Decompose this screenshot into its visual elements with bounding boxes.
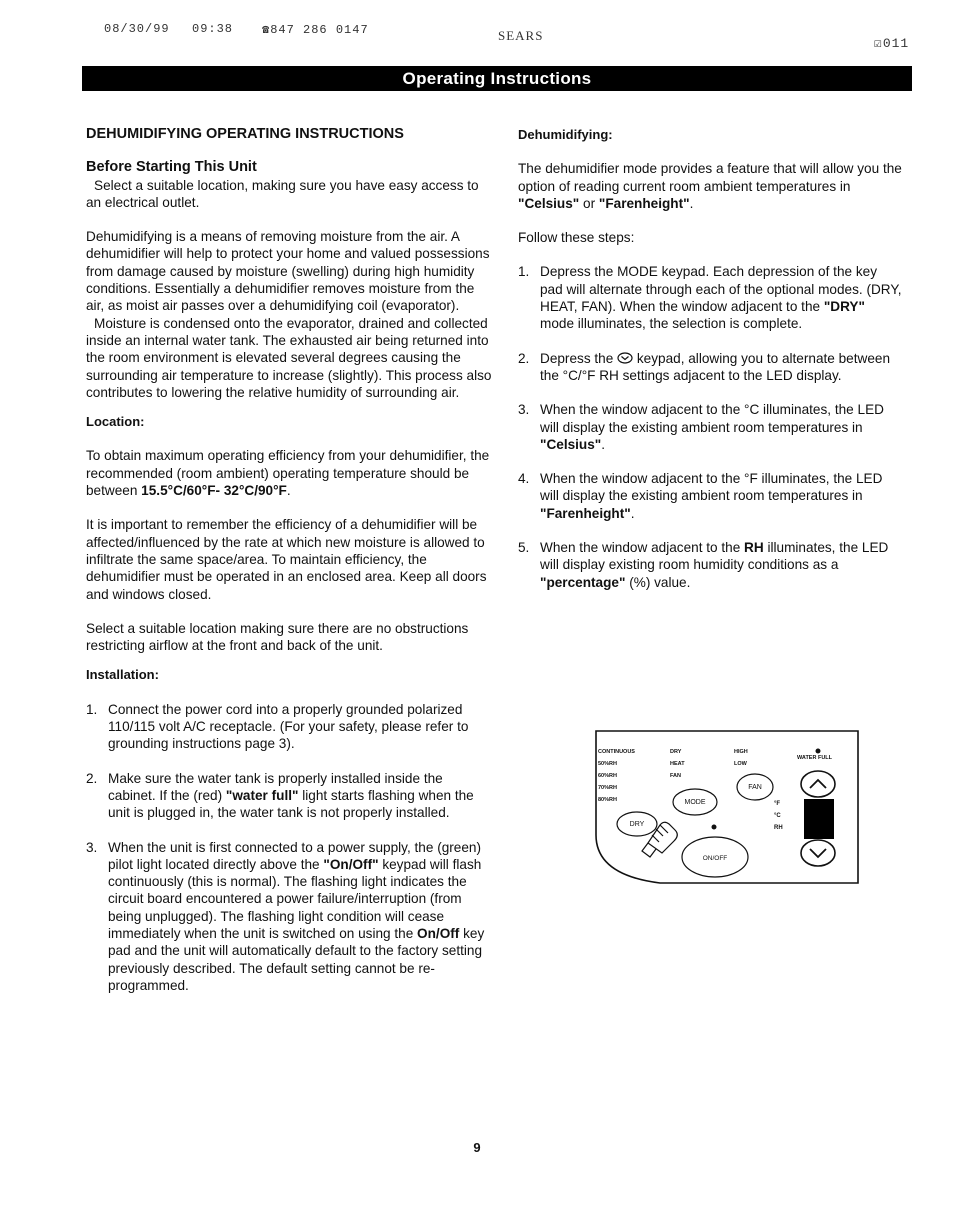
up-arrow-button[interactable] [801, 771, 835, 797]
deg-f-label: °F [774, 801, 781, 807]
dehumidifying-step-2: 2. Depress the keypad, allowing you to alternate between the °C/°F RH settings adjacent to the LED display. [518, 350, 891, 383]
follow-steps-text: Follow these steps: [518, 230, 635, 246]
deg-c-label: °C [774, 813, 781, 819]
fax-company: SEARS [498, 28, 544, 43]
fax-date: 08/30/99 [104, 22, 170, 36]
before-starting-text: Select a suitable location, making sure you have easy access to an electrical outlet. [86, 177, 479, 210]
led-display [804, 799, 834, 839]
installation-steps [86, 701, 494, 994]
down-arrow-button[interactable] [801, 840, 835, 866]
power-indicator [712, 825, 717, 830]
fax-page: ☑011 [874, 36, 910, 51]
dehumidifying-step-1: 1. Depress the MODE keypad. Each depression of the key pad will alternate through each of the optional modes. (DRY, HEAT, FAN). When the window adjacent to the "DRY" mode illuminates, the selection is complete. [518, 264, 902, 332]
dehumidifying-heading: Dehumidifying: [518, 127, 613, 142]
speed-label-high: HIGH [734, 749, 748, 755]
mode-label-heat: HEAT [670, 761, 685, 767]
installation-step-1: 1. Connect the power cord into a properly grounded polarized 110/115 volt A/C receptacle. (For your safety, please refer to grounding instructions page 3). [86, 701, 469, 752]
on-off-button-label: ON/OFF [702, 855, 728, 862]
dehumidifying-paragraph-2: Moisture is condensed onto the evaporator, drained and collected inside an internal water tank. The exhausted air being returned into the room environment is elevated several degrees causing the surrounding air temperature to increase (slightly). This process also contributes to lowering the relative humidity of surrounding air. [86, 315, 492, 400]
mode-button-label: MODE [684, 799, 706, 806]
mode-label-fan: FAN [670, 773, 681, 779]
dehumidifying-step-5: 5. When the window adjacent to the RH illuminates, the LED will display existing room humidity conditions as a "percentage" (%) value. [518, 540, 889, 590]
dry-button-label: DRY [629, 821, 645, 828]
fax-time: 09:38 [192, 22, 234, 36]
fax-icon: ☑ [874, 36, 883, 51]
arrow-key-icon [617, 352, 633, 364]
mode-label-continuous: CONTINUOUS [598, 749, 635, 755]
left-column [86, 126, 494, 1011]
before-starting-heading: Before Starting This Unit [86, 159, 257, 176]
pointing-hand-icon [642, 822, 677, 857]
location-paragraph-1: To obtain maximum operating efficiency from your dehumidifier, the recommended (room ambient) operating temperature should be between 15.5°C/60°F- 32°C/90°F. [86, 448, 490, 499]
control-panel-diagram [590, 725, 862, 887]
section-title: DEHUMIDIFYING OPERATING INSTRUCTIONS [86, 126, 404, 142]
location-paragraph-3: Select a suitable location making sure there are no obstructions restricting airflow at the front and back of the unit. [86, 620, 469, 654]
mode-label-80rh: 80%RH [598, 797, 617, 803]
dehumidifying-step-3: 3. When the window adjacent to the °C illuminates, the LED will display the existing ambient room temperatures in "Celsius". [518, 402, 884, 452]
dehumidifying-steps [518, 263, 902, 590]
location-paragraph-2: It is important to remember the efficiency of a dehumidifier will be affected/influenced by the rate at which new moisture is allowed to infiltrate the same space/area. To maintain efficiency, the dehumidifier must be operated in an enclosed area. Keep all doors and windows closed. [86, 517, 487, 602]
mode-label-50rh: 50%RH [598, 761, 617, 767]
installation-heading: Installation: [86, 667, 159, 683]
fan-button-label: FAN [748, 784, 762, 791]
page-number: 9 [473, 1140, 481, 1155]
dehumidifying-intro: The dehumidifier mode provides a feature that will allow you the option of reading current room ambient temperatures in "Celsius" or "Farenheight". [518, 161, 902, 211]
water-full-indicator [816, 749, 821, 754]
section-banner: Operating Instructions [82, 66, 912, 91]
mode-label-dry: DRY [670, 749, 682, 755]
rh-label: RH [774, 825, 783, 831]
dehumidifying-step-4: 4. When the window adjacent to the °F illuminates, the LED will display the existing ambient room temperatures in "Farenheight". [518, 471, 883, 521]
mode-label-70rh: 70%RH [598, 785, 617, 791]
water-full-label: WATER FULL [797, 755, 833, 761]
dehumidifying-paragraph-1: Dehumidifying is a means of removing moisture from the air. A dehumidifier will help to protect your home and valued possessions from damage caused by moisture (swelling) during high humidity conditions. Essentially a dehumidifier removes moisture from the air, as moist air passes over a dehumidifying coil (evaporator). [86, 229, 490, 314]
right-column [518, 126, 902, 608]
installation-step-3: 3. When the unit is first connected to a power supply, the (green) pilot light located directly above the "On/Off" keypad will flash continuously (this is normal). The flashing light indicates the circuit board encountered a power failure/interruption (from being unplugged). The flashing light condition will cease immediately when the unit is switched on using the On/Off key pad and the unit will automatically default to the factory setting previously described. The default setting cannot be re-programmed. [86, 839, 485, 993]
speed-label-low: LOW [734, 761, 747, 767]
location-heading: Location: [86, 414, 145, 430]
fax-phone: ☎847 286 0147 [262, 23, 369, 37]
mode-label-60rh: 60%RH [598, 773, 617, 779]
installation-step-2: 2. Make sure the water tank is properly installed inside the cabinet. If the (red) "water full" light starts flashing when the unit is plugged in, the water tank is not properly installed. [86, 770, 474, 821]
